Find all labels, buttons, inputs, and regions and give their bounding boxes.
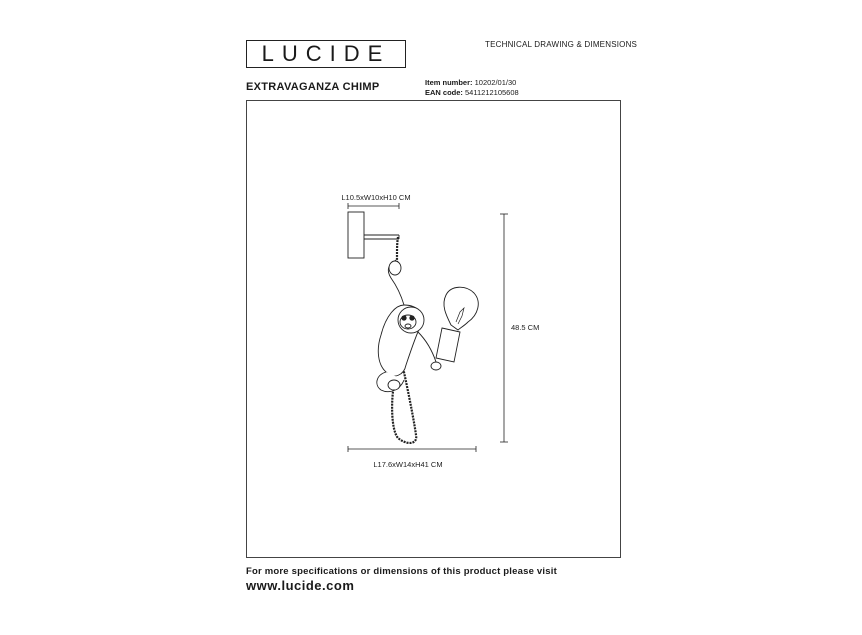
light-bulb xyxy=(444,287,478,330)
height-dimension-line xyxy=(500,214,508,442)
wall-arm xyxy=(364,235,399,239)
base-dimension-label: L10.5xW10xH10 CM xyxy=(341,193,411,202)
footer-url-link[interactable]: www.lucide.com xyxy=(246,578,355,593)
lamp-holder xyxy=(436,328,460,362)
ean-label: EAN code: xyxy=(425,88,463,97)
height-dimension-label: 48.5 CM xyxy=(511,323,540,332)
overall-dimension-label: L17.6xW14xH41 CM xyxy=(373,460,443,469)
technical-drawing xyxy=(246,100,621,558)
wall-plate xyxy=(348,212,364,258)
item-number-row xyxy=(425,78,516,87)
product-name: EXTRAVAGANZA CHIMP xyxy=(246,81,380,93)
monkey-figure xyxy=(377,260,441,392)
item-number-label: Item number: xyxy=(425,78,473,87)
ean-value: 5411212105608 xyxy=(465,88,519,97)
ean-row xyxy=(425,88,519,97)
brand-logo: LUCIDE xyxy=(261,41,391,66)
overall-dimension-line xyxy=(348,446,476,452)
footer-note: For more specifications or dimensions of this product please visit xyxy=(246,566,557,577)
document-type: TECHNICAL DRAWING & DIMENSIONS xyxy=(485,40,638,49)
item-number-value: 10202/01/30 xyxy=(474,78,517,87)
base-dimension-line xyxy=(348,203,399,209)
